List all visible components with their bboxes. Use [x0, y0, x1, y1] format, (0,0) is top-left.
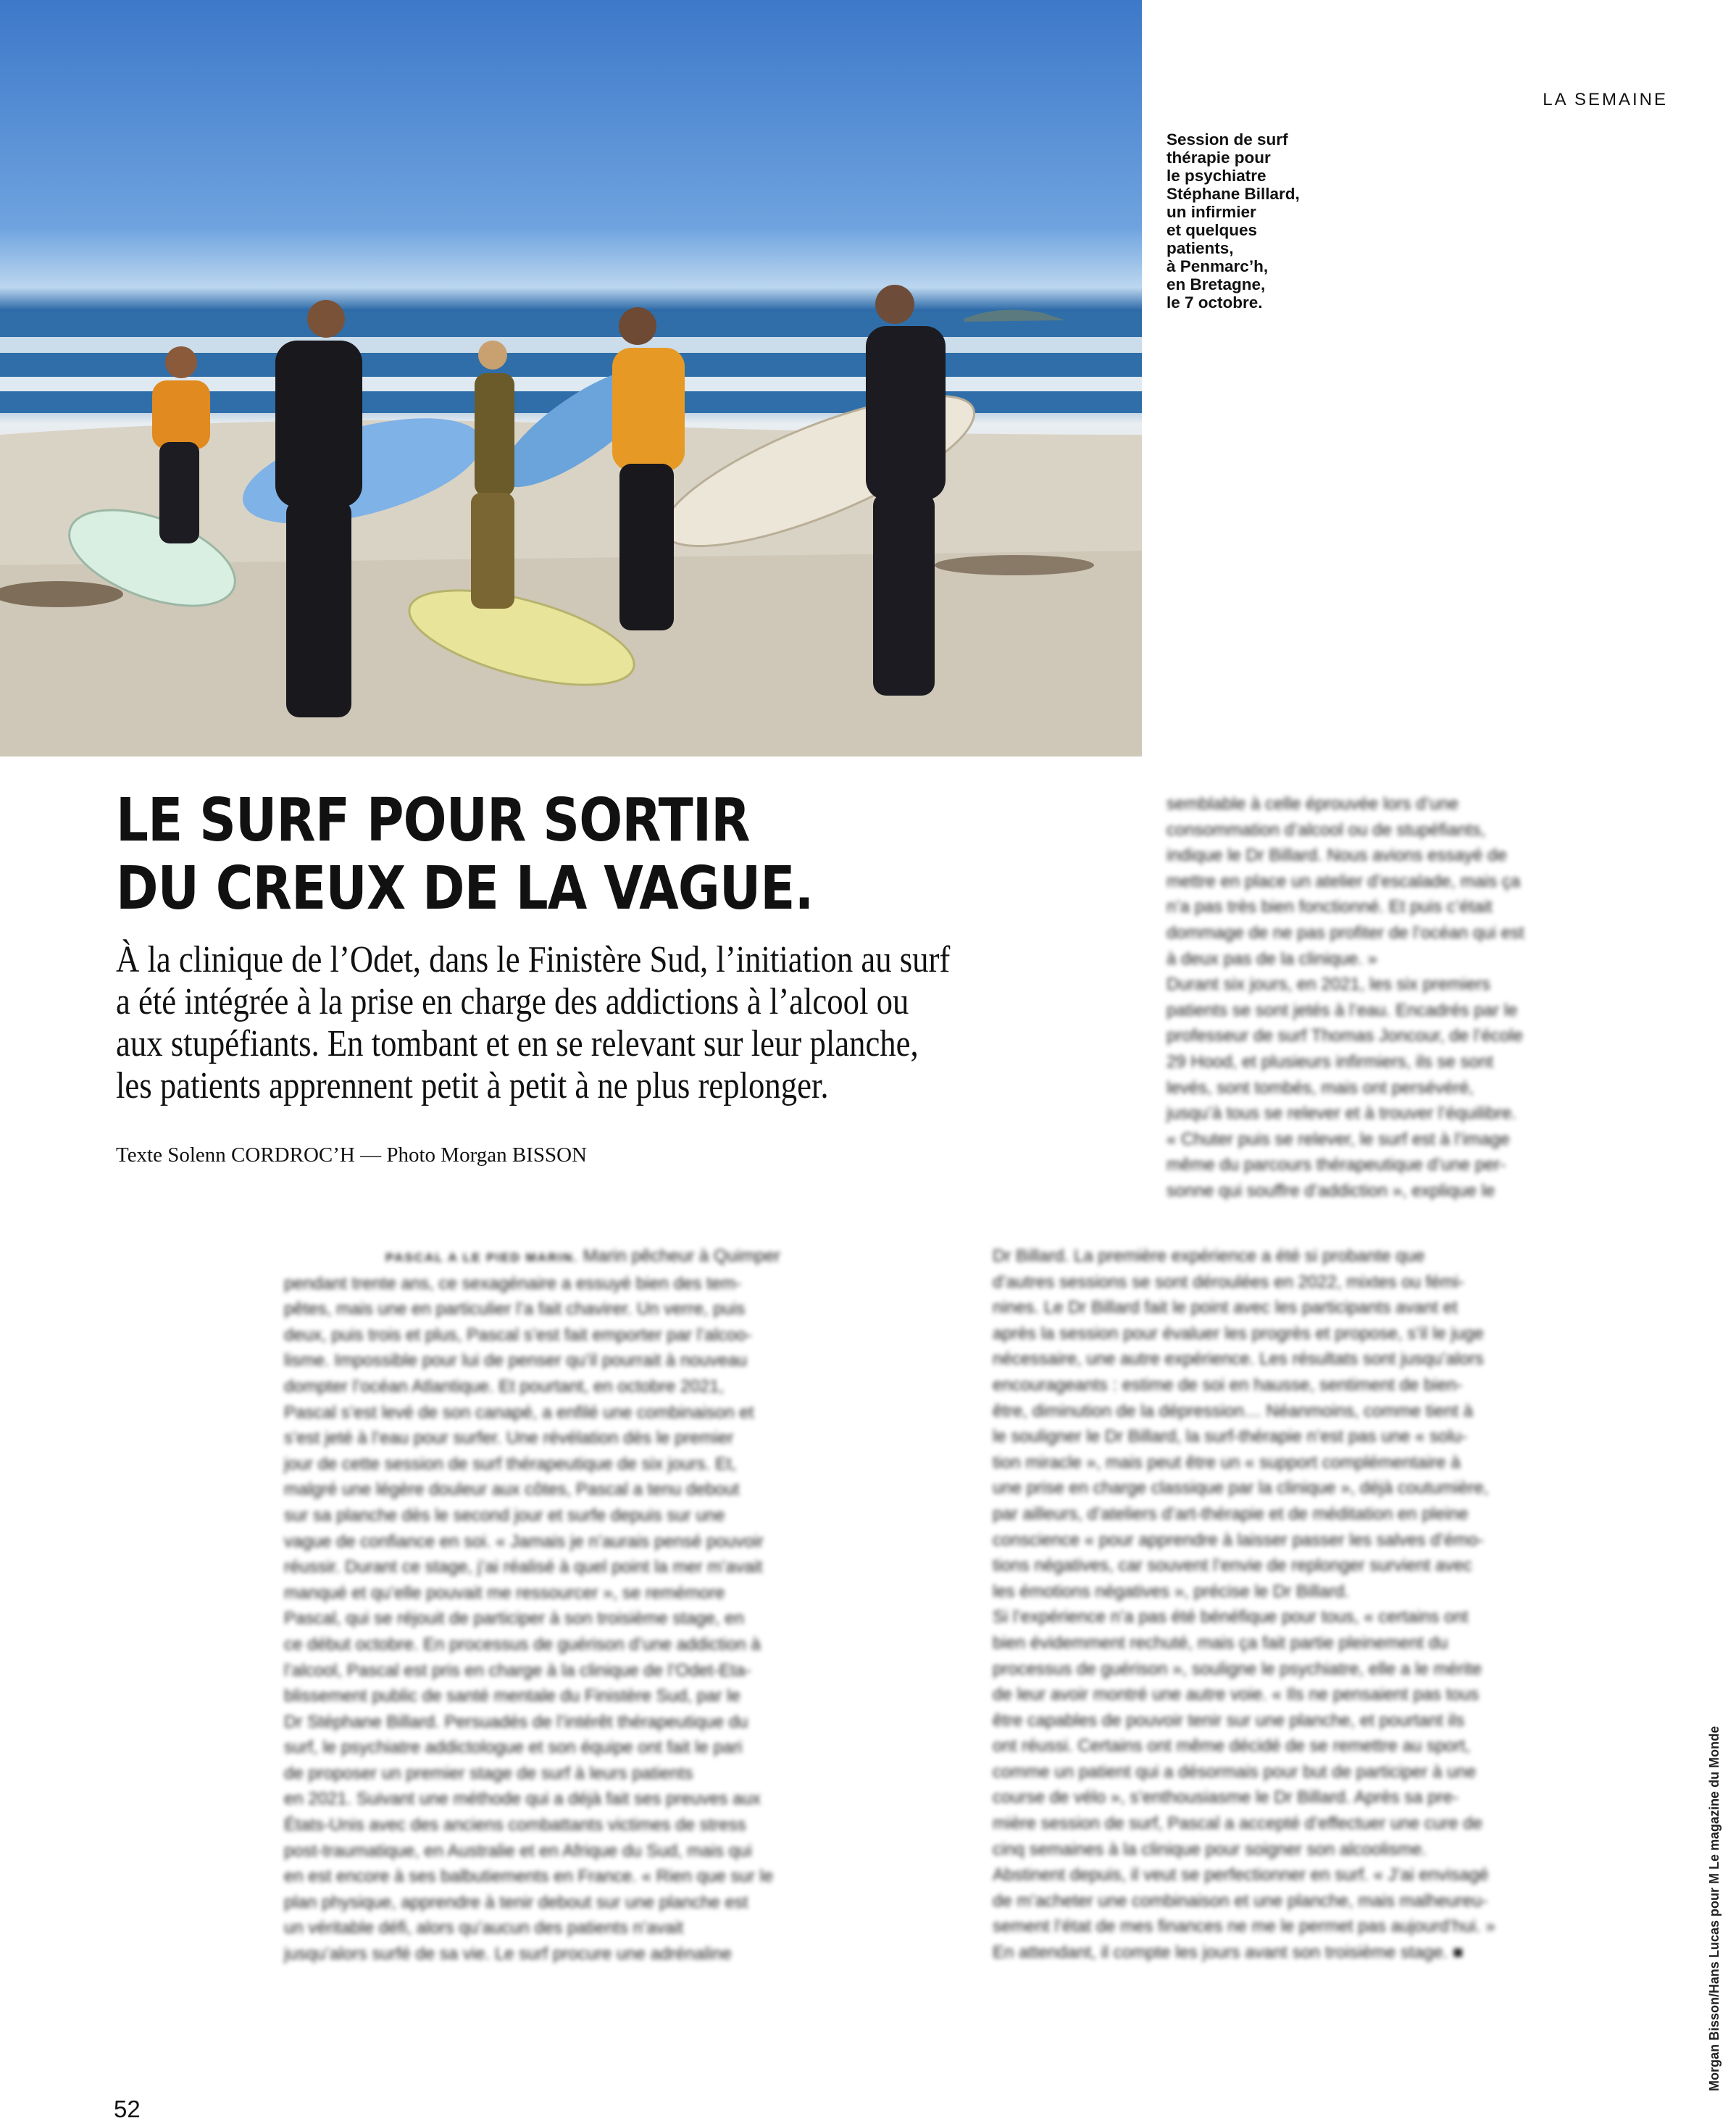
standfirst-line: les patients apprennent petit à petit à ne plus replonger. [116, 1065, 829, 1106]
body-line: Dr Billard. La première expérience a été si probante que [993, 1246, 1425, 1266]
body-line: de m’acheter une combinaison et une planche, mais malheureu- [993, 1891, 1488, 1911]
caption-line: thérapie pour [1167, 149, 1271, 167]
body-line: Pascal s’est levé de son canapé, a enfilé une combinaison et [284, 1402, 754, 1422]
body-line: Si l’expérience n’a pas été bénéfique pour tous, « certains ont [993, 1607, 1469, 1627]
body-line: s’est jeté à l’eau pour surfer. Une révélation dès le premier [284, 1428, 734, 1448]
photo-illustration [0, 0, 1142, 756]
caption-line: et quelques [1167, 221, 1258, 239]
body-line: Pascal, qui se réjouit de participer à son troisième stage, en [284, 1609, 745, 1629]
article-headline [116, 787, 814, 923]
body-line: ont réussi. Certains ont même décidé de se remettre au sport, [993, 1736, 1470, 1756]
body-line: mettre en place un atelier d’escalade, mais ça [1167, 871, 1521, 891]
body-line: deux, puis trois et plus, Pascal s’est fait emporter par l’alcoo- [284, 1325, 752, 1345]
seaweed-2 [935, 555, 1094, 575]
body-line: de proposer un premier stage de surf à leurs patients [284, 1763, 693, 1783]
body-line: levés, sont tombés, mais ont persévéré, [1167, 1077, 1474, 1098]
body-line: être capables de pouvoir tenir sur une planche, et pourtant ils [993, 1710, 1465, 1730]
body-line: course de vélo », s’enthousiasme le Dr Billard. Après sa pre- [993, 1788, 1459, 1808]
body-line: d’autres sessions se sont déroulées en 2022, mixtes ou fémi- [993, 1272, 1465, 1292]
body-line: patients se sont jetés à l’eau. Encadrés par le [1167, 1000, 1518, 1020]
body-line: processus de guérison », souligne le psychiatre, elle a le mérite [993, 1659, 1482, 1679]
body-line: surf, le psychiatre addictologue et son équipe ont fait le pari [284, 1738, 743, 1758]
caption-line: patients, [1167, 239, 1234, 257]
body-line: PASCAL A LE PIED MARIN. Marin pêcheur à Quimper [385, 1246, 780, 1266]
body-line: indique le Dr Billard. Nous avions essayé de [1167, 846, 1507, 866]
body-line: « Chuter puis se relever, le surf est à l’image [1167, 1129, 1510, 1149]
photo-caption [1167, 130, 1355, 312]
standfirst-line: À la clinique de l’Odet, dans le Finistère Sud, l’initiation au surf [116, 939, 951, 980]
body-line: consommation d’alcool ou de stupéfiants, [1167, 820, 1486, 840]
caption-line: le psychiatre [1167, 167, 1266, 185]
body-line: 29 Hood, et plusieurs infirmiers, ils se sont [1167, 1051, 1493, 1072]
body-line: mière session de surf, Pascal a accepté d’effectuer une cure de [993, 1814, 1482, 1834]
section-label: LA SEMAINE [1543, 90, 1668, 109]
body-line: sement l’état de mes finances ne me le permet pas aujourd’hui. » [993, 1917, 1495, 1937]
person-4 [612, 307, 685, 630]
body-line: Abstinent depuis, il veut se perfectionner en surf. « J’ai envisagé [993, 1865, 1489, 1885]
body-line: même du parcours thérapeutique d’une per- [1167, 1155, 1506, 1175]
island [964, 310, 1065, 322]
article-standfirst [116, 939, 1013, 1107]
body-line: après la session pour évaluer les progrès et propose, s’il le juge [993, 1323, 1484, 1343]
body-line: Dr Stéphane Billard. Persuadés de l’intérêt thérapeutique du [284, 1712, 748, 1732]
person-2 [275, 300, 362, 717]
body-line: tions négatives, car souvent l’envie de replonger survient avec [993, 1556, 1472, 1576]
body-column-left [284, 1243, 956, 1967]
body-line: États-Unis avec des anciens combattants victimes de stress [284, 1815, 746, 1835]
body-line: comme un patient qui a désormais pour but de participer à une [993, 1762, 1477, 1782]
body-line: l’alcool, Pascal est pris en charge à la clinique de l’Odet-Eta- [284, 1660, 751, 1680]
person-5 [866, 285, 946, 696]
body-line: ce début octobre. En processus de guérison d’une addiction à [284, 1634, 761, 1654]
body-line: être, diminution de la dépression… Néanmoins, comme tient à [993, 1401, 1473, 1421]
body-line: jusqu’alors surfé de sa vie. Le surf procure une adrénaline [284, 1944, 732, 1964]
caption-line: à Penmarc’h, [1167, 257, 1269, 275]
body-line: une prise en charge classique par la clinique », déjà coutumière, [993, 1478, 1489, 1498]
caption-line: Session de surf [1167, 130, 1288, 149]
caption-line: un infirmier [1167, 203, 1256, 221]
body-line: n’a pas très bien fonctionné. Et puis c’était [1167, 897, 1493, 917]
body-line: dompter l’océan Atlantique. Et pourtant, en octobre 2021, [284, 1376, 725, 1396]
body-line: le souligner le Dr Billard, la surf-thérapie n’est pas une « solu- [993, 1427, 1467, 1447]
body-line: les émotions négatives », précise le Dr Billard. [993, 1581, 1350, 1601]
caption-line: le 7 octobre. [1167, 293, 1263, 312]
page-number: 52 [114, 2096, 141, 2122]
body-line: nines. Le Dr Billard fait le point avec les participants avant et [993, 1298, 1458, 1318]
body-line: sur sa planche dès le second jour et surfe depuis sur une [284, 1505, 725, 1525]
body-line: blissement public de santé mentale du Finistère Sud, par le [284, 1686, 740, 1706]
body-line: post-traumatique, en Australie et en Afrique du Sud, mais qui [284, 1841, 752, 1861]
body-line: réussir. Durant ce stage, j’ai réalisé à quel point la mer m’avait [284, 1557, 763, 1577]
body-column-right-top [1167, 791, 1630, 1204]
standfirst-line: a été intégrée à la prise en charge des addictions à l’alcool ou [116, 981, 909, 1022]
headline-line: LE SURF POUR SORTIR [116, 786, 750, 855]
body-line: pendant trente ans, ce sexagénaire a essuyé bien des tem- [284, 1273, 742, 1293]
body-line: nécessaire, une autre expérience. Les résultats sont jusqu’alors [993, 1349, 1484, 1370]
body-column-right-bottom [993, 1243, 1666, 1966]
body-line: dommage de ne pas profiter de l’océan qui est [1167, 922, 1524, 943]
body-line: en 2021. Suivant une méthode qui a déjà fait ses preuves aux [284, 1789, 761, 1809]
body-line: semblable à celle éprouvée lors d’une [1167, 794, 1459, 814]
body-line: En attendant, il compte les jours avant son troisième stage. ■ [993, 1943, 1464, 1963]
article-credits: Texte Solenn CORDROC’H — Photo Morgan BISSON [116, 1143, 587, 1167]
body-line: professeur de surf Thomas Joncour, de l’école [1167, 1026, 1523, 1046]
body-line: conscience « pour apprendre à laisser passer les salves d’émo- [993, 1530, 1484, 1550]
caption-line: en Bretagne, [1167, 275, 1266, 293]
body-line: jour de cette session de surf thérapeutique de six jours. Et, [284, 1454, 737, 1474]
body-line: sonne qui souffre d’addiction », explique le [1167, 1180, 1495, 1201]
standfirst-line: aux stupéfiants. En tombant et en se relevant sur leur planche, [116, 1023, 919, 1064]
body-line: tion miracle », mais peut être un « support complémentaire à [993, 1452, 1461, 1472]
body-line: Durant six jours, en 2021, les six premiers [1167, 975, 1490, 995]
photo-credit: Morgan Bisson/Hans Lucas pour M Le magazine du Monde [1707, 1725, 1722, 2091]
body-line: par ailleurs, d’ateliers d’art-thérapie et de méditation en pleine [993, 1504, 1469, 1524]
body-line: jusqu’à tous se relever et à trouver l’équilibre. [1167, 1104, 1516, 1124]
body-line: à deux pas de la clinique. » [1167, 949, 1377, 969]
body-line: vague de confiance en soi. « Jamais je n’aurais pensé pouvoir [284, 1531, 764, 1551]
headline-line: DU CREUX DE LA VAGUE. [116, 854, 814, 923]
person-3 [471, 341, 514, 609]
body-line: en est encore à ses balbutiements en France. « Rien que sur le [284, 1867, 774, 1887]
body-line: pêtes, mais une en particulier l’a fait chavirer. Un verre, puis [284, 1299, 746, 1320]
body-line: manqué et qu’elle pouvait me ressourcer », se remémore [284, 1583, 725, 1603]
body-line: malgré une légère douleur aux côtes, Pascal a tenu debout [284, 1480, 740, 1500]
caption-line: Stéphane Billard, [1167, 185, 1300, 203]
body-line: plan physique, apprendre à tenir debout sur une planche est [284, 1892, 748, 1912]
body-line: de leur avoir montré une autre voie. « Ils ne pensaient pas tous [993, 1685, 1480, 1705]
lead-in: PASCAL A LE PIED MARIN. [385, 1251, 583, 1264]
body-line: un véritable défi, alors qu’aucun des patients n’avait [284, 1918, 684, 1938]
body-line: cinq semaines à la clinique pour soigner son alcoolisme. [993, 1839, 1427, 1859]
surf-group-photo [0, 0, 1142, 756]
body-line: encourageants : estime de soi en hausse, sentiment de bien- [993, 1375, 1463, 1395]
body-line: lisme. Impossible pour lui de penser qu’il pourrait à nouveau [284, 1351, 748, 1371]
body-line: bien évidemment rechuté, mais ça fait partie pleinement du [993, 1633, 1448, 1653]
